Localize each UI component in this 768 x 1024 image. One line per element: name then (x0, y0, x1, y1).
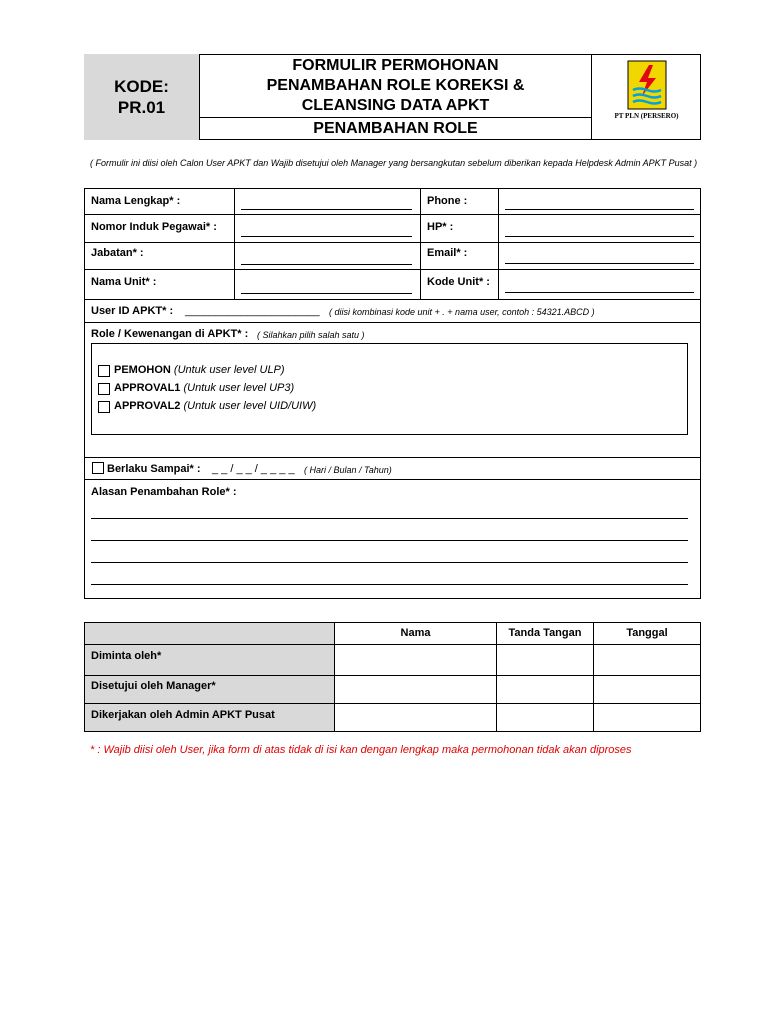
approval1-option: APPROVAL1 (Untuk user level UP3) (114, 382, 295, 394)
hp-field[interactable] (505, 236, 694, 237)
alasan-line-3[interactable] (91, 562, 688, 563)
role-hint: ( Silahkan pilih salah satu ) (257, 330, 365, 340)
form-subtitle: PENAMBAHAN ROLE (200, 118, 592, 140)
col-nama: Nama (400, 627, 431, 639)
berlaku-date-field[interactable]: _ _ / _ _ / _ _ _ _ (212, 463, 295, 475)
pln-logo-icon (627, 60, 667, 110)
title-line-2: PENAMBAHAN ROLE KOREKSI & (266, 76, 525, 94)
alasan-label: Alasan Penambahan Role* : (91, 486, 237, 498)
berlaku-hint: ( Hari / Bulan / Tahun) (304, 465, 392, 475)
col-tanggal: Tanggal (626, 627, 668, 639)
alasan-line-4[interactable] (91, 584, 688, 585)
approval1-checkbox[interactable] (98, 383, 110, 395)
nip-field[interactable] (241, 236, 412, 237)
alasan-line-1[interactable] (91, 518, 688, 519)
alasan-line-2[interactable] (91, 540, 688, 541)
pemohon-option: PEMOHON (Untuk user level ULP) (114, 364, 285, 376)
footnote: * : Wajib diisi oleh User, jika form di atas tidak di isi kan dengan lengkap maka permohonan tidak akan diproses (90, 744, 632, 756)
nama-lengkap-label: Nama Lengkap* : (91, 195, 181, 207)
hp-label: HP* : (427, 221, 454, 233)
kode-label: KODE: (114, 77, 169, 96)
email-field[interactable] (505, 263, 694, 264)
nama-unit-field[interactable] (241, 293, 412, 294)
kode-unit-label: Kode Unit* : (427, 276, 490, 288)
approval-table (84, 622, 701, 732)
jabatan-field[interactable] (241, 264, 412, 265)
berlaku-checkbox[interactable] (92, 462, 104, 474)
role-label: Role / Kewenangan di APKT* : (91, 328, 249, 340)
user-id-field[interactable]: ______________________ (185, 305, 320, 317)
title-line-3: CLEANSING DATA APKT (301, 96, 490, 114)
nip-label: Nomor Induk Pegawai* : (91, 221, 217, 233)
user-id-label: User ID APKT* : (91, 305, 174, 317)
berlaku-label: Berlaku Sampai* : (107, 463, 201, 475)
row-disetujui: Disetujui oleh Manager* (91, 680, 216, 692)
nama-unit-label: Nama Unit* : (91, 276, 157, 288)
col-tanda-tangan: Tanda Tangan (508, 627, 582, 639)
form-code-cell (84, 54, 200, 140)
approval2-checkbox[interactable] (98, 401, 110, 413)
title-line-1: FORMULIR PERMOHONAN (292, 56, 499, 74)
jabatan-label: Jabatan* : (91, 247, 144, 259)
row-dikerjakan: Dikerjakan oleh Admin APKT Pusat (91, 709, 275, 721)
row-diminta: Diminta oleh* (91, 650, 162, 662)
kode-unit-field[interactable] (505, 292, 694, 293)
phone-field[interactable] (505, 209, 694, 210)
logo-caption: PT PLN (PERSERO) (614, 112, 679, 120)
phone-label: Phone : (427, 195, 468, 207)
user-id-hint: ( diisi kombinasi kode unit + . + nama user, contoh : 54321.ABCD ) (329, 307, 595, 317)
approval2-option: APPROVAL2 (Untuk user level UID/UIW) (114, 400, 317, 412)
form-instruction-note: ( Formulir ini diisi oleh Calon User APKT dan Wajib disetujui oleh Manager yang bersangkutan sebelum diberikan kepada Helpdesk Admin APKT Pusat ) (90, 158, 698, 168)
email-label: Email* : (427, 247, 468, 259)
kode-value: PR.01 (117, 98, 166, 117)
pemohon-checkbox[interactable] (98, 365, 110, 377)
form-title (200, 54, 592, 118)
role-options-box (91, 343, 688, 435)
nama-lengkap-field[interactable] (241, 209, 412, 210)
pln-logo (592, 54, 701, 140)
